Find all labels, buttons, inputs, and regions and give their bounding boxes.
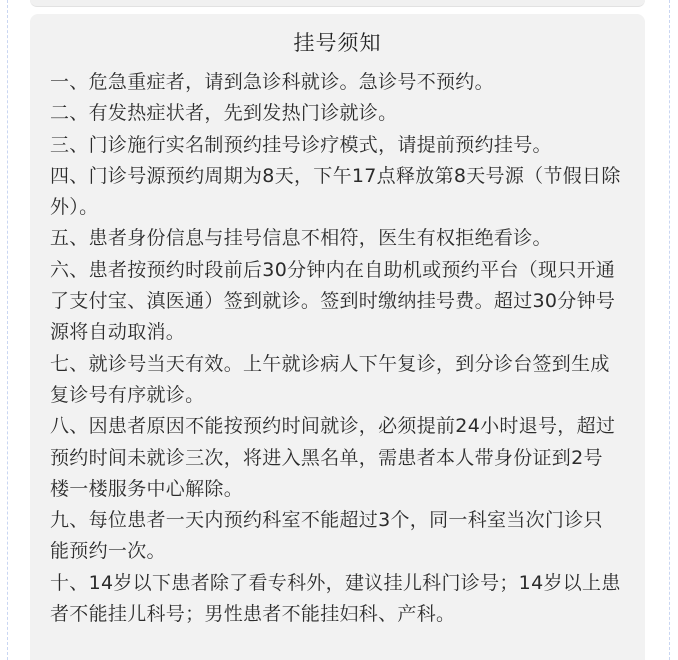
registration-notice-panel (30, 14, 645, 660)
notice-rule-5: 五、患者身份信息与挂号信息不相符，医生有权拒绝看诊。 (50, 227, 552, 250)
notice-rule-7: 七、就诊号当天有效。上午就诊病人下午复诊，到分诊台签到生成复诊号有序就诊。 (50, 352, 610, 406)
page-edge-right (669, 0, 671, 660)
notice-rule-2: 二、有发热症状者，先到发热门诊就诊。 (50, 102, 398, 125)
notice-rule-8: 八、因患者原因不能按预约时间就诊，必须提前24小时退号，超过预约时间未就诊三次，将进入黑名单，需患者本人带身份证到2号楼一楼服务中心解除。 (50, 415, 616, 500)
notice-title: 挂号须知 (293, 31, 382, 55)
notice-rule-9: 九、每位患者一天内预约科室不能超过3个，同一科室当次门诊只能预约一次。 (50, 509, 603, 563)
notice-rule-4: 四、门诊号源预约周期为8天，下午17点释放第8天号源（节假日除外）。 (50, 164, 621, 219)
page-edge-left (7, 0, 9, 660)
notice-rules-list (50, 67, 622, 630)
notice-rule-6: 六、患者按预约时段前后30分钟内在自助机或预约平台（现只开通了支付宝、滇医通）签到就诊。签到时缴纳挂号费。超过30分钟号源将自动取消。 (50, 258, 616, 344)
notice-rule-3: 三、门诊施行实名制预约挂号诊疗模式，请提前预约挂号。 (50, 133, 552, 156)
notice-rule-1: 一、危急重症者，请到急诊科就诊。急诊号不预约。 (50, 71, 494, 93)
previous-card-bottom (30, 0, 645, 7)
notice-rule-10: 十、14岁以下患者除了看专科外，建议挂儿科门诊号；14岁以上患者不能挂儿科号；男性患者不能挂妇科、产科。 (50, 571, 621, 626)
